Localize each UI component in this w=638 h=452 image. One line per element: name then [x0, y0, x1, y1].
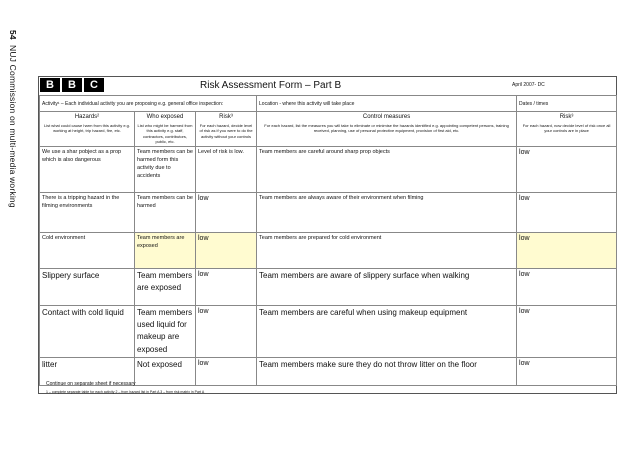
hazard-cell[interactable]: Contact with cold liquid [40, 305, 135, 358]
residual-cell[interactable]: low [517, 305, 617, 358]
col-residual-risk: Risk³ For each hazard, now decide level of risk once all your controls are in place [517, 112, 617, 147]
hazard-cell[interactable]: Slippery surface [40, 268, 135, 305]
dates-field[interactable]: Dates / times [517, 96, 617, 112]
control-cell[interactable]: Team members are always aware of their environment when filming [257, 192, 517, 232]
hazard-cell[interactable]: There is a tripping hazard in the filming environments [40, 192, 135, 232]
table-row [40, 146, 617, 192]
table-row [40, 268, 617, 305]
col-controls: Control measures For each hazard, list the measures you will take to eliminate or minimise the hazards identified e.g. appointing competent persons, training received, planning, use of personal protective equipment, provision of first aid, etc. [257, 112, 517, 147]
control-cell[interactable]: Team members make sure they do not throw litter on the floor [257, 358, 517, 386]
risk-cell[interactable]: low [196, 268, 257, 305]
risk-cell[interactable]: low [196, 192, 257, 232]
logo-letter-2: B [62, 78, 82, 92]
activity-field[interactable]: Activity¹ – Each individual activity you are proposing e.g. general office inspection: [40, 96, 257, 112]
residual-cell[interactable]: low [517, 268, 617, 305]
risk-cell[interactable]: low [196, 358, 257, 386]
risk-table [39, 95, 617, 386]
page-number: 54 [8, 30, 18, 40]
risk-cell[interactable]: Level of risk is low. [196, 146, 257, 192]
col-who: Who exposed List who might be harmed from this activity e.g. staff, contractors, contributors, public, etc. [135, 112, 196, 147]
hazard-cell[interactable]: Cold environment [40, 232, 135, 268]
publication-title: NUJ Commission on multi-media working [8, 44, 18, 208]
side-caption [4, 30, 20, 270]
column-header-row [40, 112, 617, 147]
bbc-logo [40, 78, 104, 92]
who-cell[interactable]: Team members are exposed [135, 268, 196, 305]
footnotes: 1 – complete separate table for each activity 2 – from hazard list in Part A 3 – from risk matrix in Part A [46, 390, 205, 394]
location-field[interactable]: Location - where this activity will take place [257, 96, 517, 112]
who-cell[interactable]: Team members are exposed [135, 232, 196, 268]
col-hazards: Hazards² List what could cause harm from this activity e.g. working at height, trip hazard, fire, etc. [40, 112, 135, 147]
table-row [40, 232, 617, 268]
table-row [40, 192, 617, 232]
logo-letter-3: C [84, 78, 104, 92]
form-date: April 2007- DC [512, 82, 545, 88]
hazard-cell[interactable]: litter [40, 358, 135, 386]
continue-note: Continue on separate sheet if necessary [46, 381, 136, 387]
who-cell[interactable]: Team members used liquid for makeup are exposed [135, 305, 196, 358]
who-cell[interactable]: Not exposed [135, 358, 196, 386]
residual-cell[interactable]: low [517, 146, 617, 192]
control-cell[interactable]: Team members are careful when using makeup equipment [257, 305, 517, 358]
risk-cell[interactable]: low [196, 232, 257, 268]
control-cell[interactable]: Team members are careful around sharp prop objects [257, 146, 517, 192]
logo-letter-1: B [40, 78, 60, 92]
who-cell[interactable]: Team members can be harmed [135, 192, 196, 232]
table-row [40, 305, 617, 358]
info-row [40, 96, 617, 112]
form-title: Risk Assessment Form – Part B [200, 80, 342, 91]
col-risk: Risk³ For each hazard, decide level of risk as if you were to do the activity without your controls [196, 112, 257, 147]
residual-cell[interactable]: low [517, 232, 617, 268]
control-cell[interactable]: Team members are aware of slippery surface when walking [257, 268, 517, 305]
risk-cell[interactable]: low [196, 305, 257, 358]
residual-cell[interactable]: low [517, 192, 617, 232]
who-cell[interactable]: Team members can be harmed form this activity due to accidents [135, 146, 196, 192]
hazard-cell[interactable]: We use a shar pobject as a prop which is also dangerous [40, 146, 135, 192]
control-cell[interactable]: Team members are prepared for cold environment [257, 232, 517, 268]
residual-cell[interactable]: low [517, 358, 617, 386]
